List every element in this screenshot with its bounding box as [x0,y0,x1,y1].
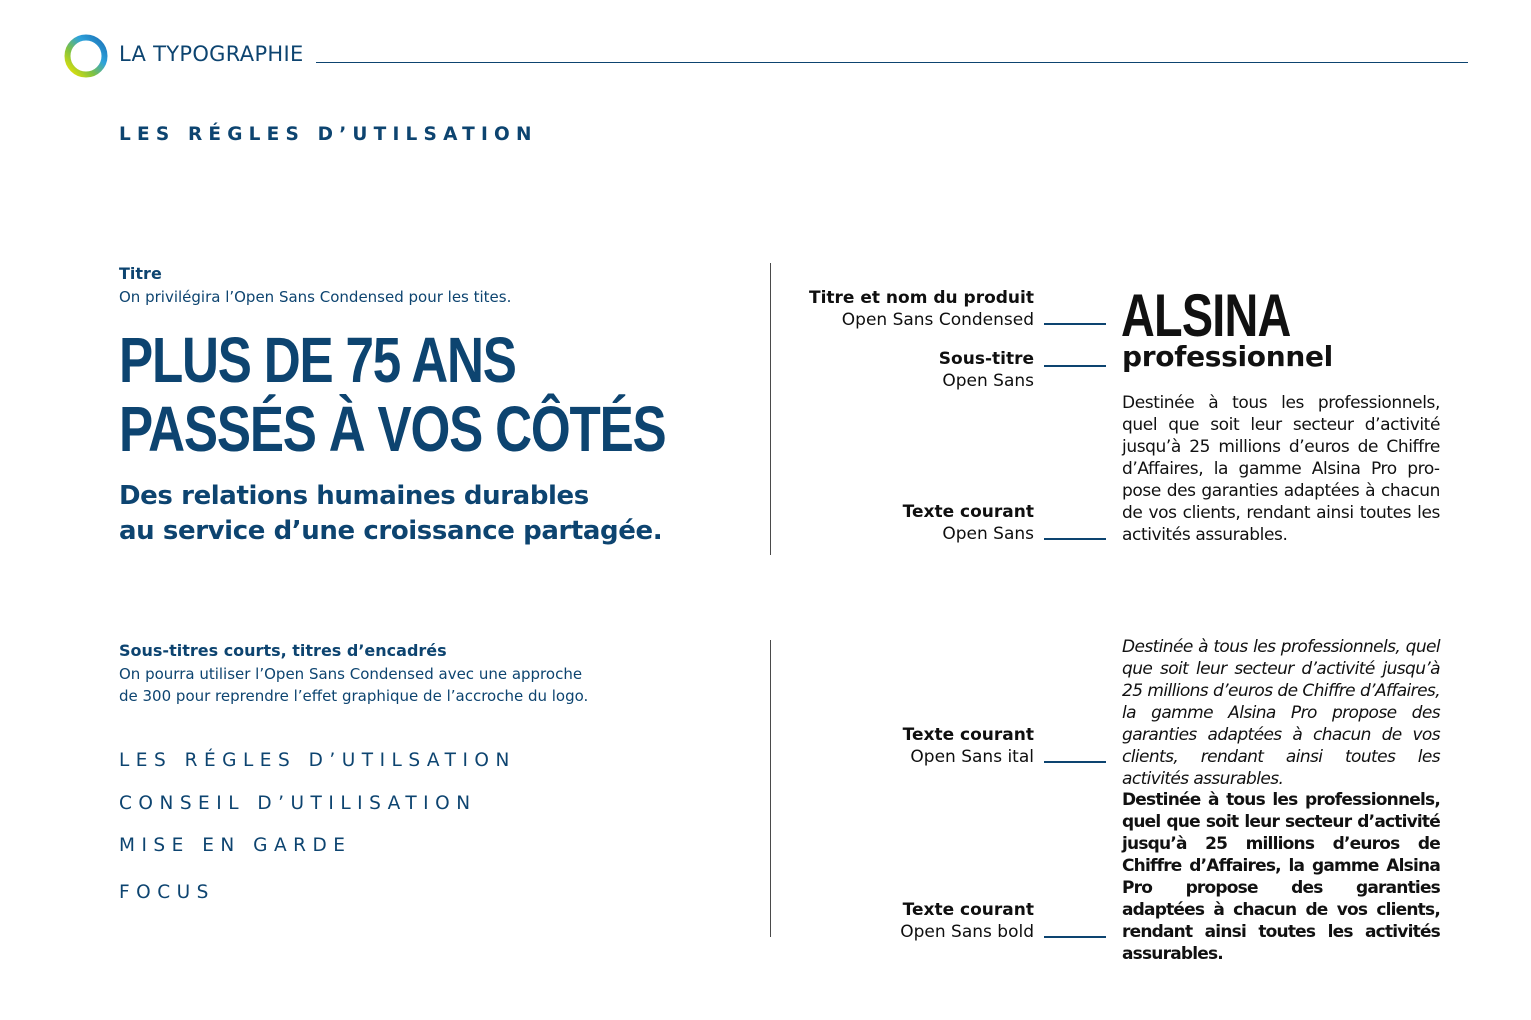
sample-tagline-line-1: Des relations humaines durables [119,481,589,511]
annotation-leader-line [1044,323,1106,325]
annotation-leader-line [1044,365,1106,367]
annotation-leader-line [1044,761,1106,763]
sample-body-bold: Destinée à tous les professionnels, quel que soit leur secteur d’activité jusqu’à 25 millions d’euros de Chiffre d’Affaires, la gamme Alsina Pro propose des garanties adaptées à chacun de vos clients, rendant ainsi toutes les activités assurables. [1122,790,1440,964]
subtitle-rule-description [119,663,588,707]
sample-body-italic: Destinée à tous les professionnels, quel que soit leur secteur d’activité jusqu’à 25 millions d’euros de Chiffre d’Affaires, la gamme Alsina Pro propose des garanties adaptées à chacun de vos clients, rendant ainsi toutes les activités assurables. [1122,637,1440,789]
column-divider [770,640,771,937]
sample-main-title-line-2: PASSÉS À VOS CÔTÉS [119,393,666,465]
title-rule-description: On privilégira l’Open Sans Condensed pour les tites. [119,288,512,306]
spaced-heading-example: MISE EN GARDE [119,835,352,856]
page-header-title: LA TYPOGRAPHIE [119,42,304,66]
annotation-label: Texte courant [902,502,1034,522]
annotation-leader-line [1044,538,1106,540]
title-rule-label: Titre [119,264,162,283]
header-divider [316,62,1468,63]
ring-logo-icon [63,33,109,79]
spaced-heading-example: FOCUS [119,882,215,903]
sample-main-title-line-1: PLUS DE 75 ANS [119,324,516,396]
subtitle-rule-label: Sous-titres courts, titres d’encadrés [119,641,447,660]
sample-main-title [119,326,665,464]
annotation-label: Texte courant [902,725,1034,745]
column-divider [770,263,771,555]
spaced-heading-example: CONSEIL D’UTILISATION [119,793,477,814]
annotation-font: Open Sans ital [910,747,1034,767]
annotation-font: Open Sans [942,524,1034,544]
subtitle-rule-description-line-2: de 300 pour reprendre l’effet graphique de l’accroche du logo. [119,687,589,705]
annotation-label: Sous-titre [938,349,1034,369]
annotation-label: Titre et nom du produit [808,288,1034,308]
subtitle-rule-description-line-1: On pourra utiliser l’Open Sans Condensed avec une approche [119,665,583,683]
annotation-font: Open Sans Condensed [841,310,1034,330]
sample-tagline [119,479,662,549]
sample-subtitle: professionnel [1122,340,1333,373]
sample-product-name: ALSINA [1121,282,1291,349]
annotation-font: Open Sans [942,371,1034,391]
spaced-heading-example: LES RÉGLES D’UTILSATION [119,750,516,771]
annotation-label: Texte courant [902,900,1034,920]
section-heading: LES RÉGLES D’UTILSATION [119,124,538,145]
sample-body-regular: Destinée à tous les professionnels, quel que soit leur secteur d’activité jusqu’à 25 millions d’euros de Chiffre d’Affaires, la gamme Alsina Pro propose des garanties adaptées à chacun de vos clients, rendant ainsi toutes les activités assurables. [1122,393,1440,545]
annotation-leader-line [1044,936,1106,938]
annotation-font: Open Sans bold [900,922,1034,942]
sample-tagline-line-2: au service d’une croissance partagée. [119,516,663,546]
